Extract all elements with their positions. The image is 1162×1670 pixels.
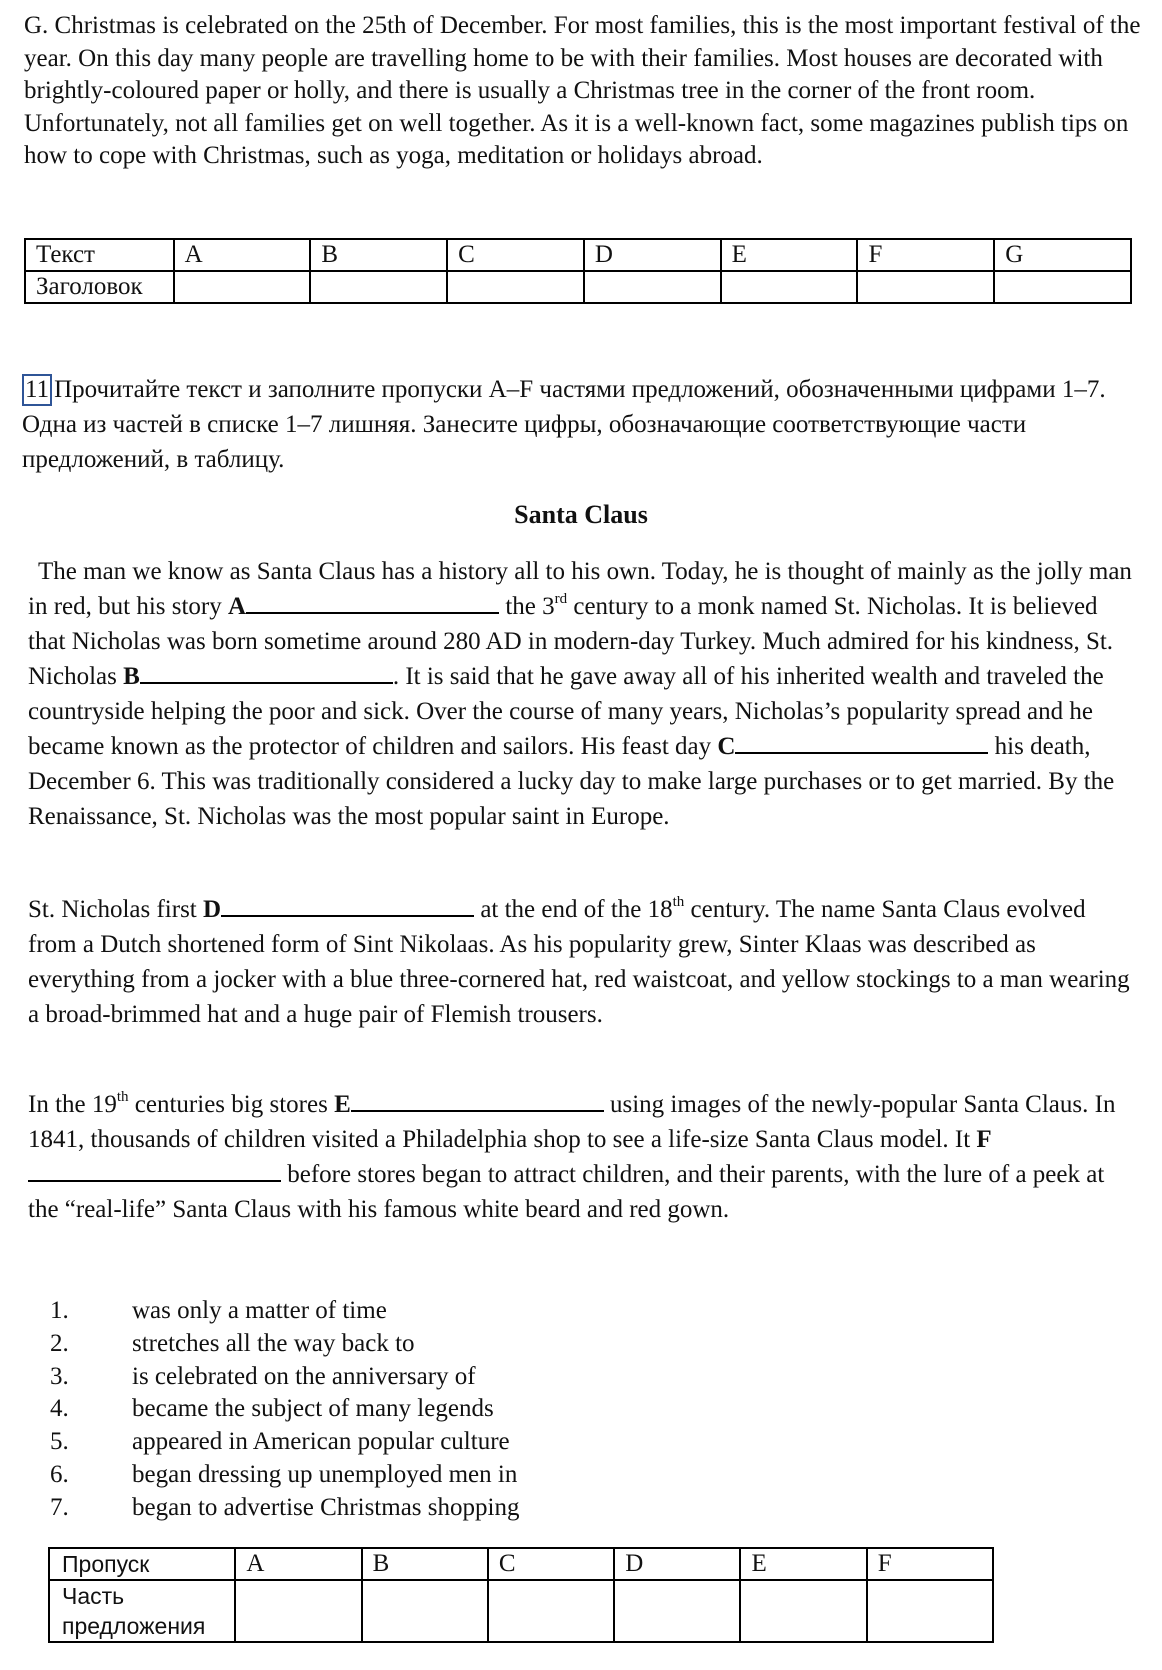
gap-answer-table [48,1547,994,1643]
row-label-heading: Заголовок [25,271,174,303]
text-span: St. Nicholas first [28,896,203,923]
answer-cell[interactable] [614,1580,740,1642]
gap-letter-c: C [717,733,736,760]
table-row [49,1548,993,1580]
list-item-text: became the subject of many legends [132,1395,494,1423]
article-title: Santa Claus [514,500,648,529]
column-header-e: E [740,1548,866,1580]
task-instruction-text: Прочитайте текст и заполните пропуски А–F частями предложений, обозначенными цифрами 1–7. Одна из частей в списке 1–7 лишняя. Занесите цифры, обозначающие соответствующие части предложений, в таблицу. [22,376,1106,473]
list-item-number: 6. [50,1460,69,1488]
superscript: th [116,1088,129,1105]
answer-cell[interactable] [447,271,584,303]
list-item [50,1295,519,1328]
text-span: at the end of the 18 [474,896,673,923]
gap-letter-d: D [203,896,222,923]
column-header-c: C [488,1548,614,1580]
list-item-text: appeared in American popular culture [132,1428,510,1456]
list-item-text: was only a matter of time [132,1297,387,1324]
answer-cell[interactable] [740,1580,866,1642]
text-span: his death, December 6. This was traditionally considered a lucky day to make large purchases or to get married. By the Renaissance, St. Nicholas was the most popular saint in Europe. [28,733,1115,830]
text-span: The man we know as Santa Claus has a history all to his own. Today, he is thought of mainly as the jolly man in red, but his story [28,558,1132,620]
row-label-gap: Пропуск [49,1548,235,1580]
list-item [50,1492,519,1525]
column-header-c: C [447,239,584,271]
list-item-text: began dressing up unemployed men in [132,1460,518,1488]
article-paragraph-3 [28,1087,1140,1227]
table-row [25,271,1131,303]
gap-letter-e: E [334,1091,351,1118]
gap-blank-e [351,1090,604,1112]
paragraph-g: G. Christmas is celebrated on the 25th of December. For most families, this is the most important festival of the year. On this day many people are travelling home to be with their families. Most houses are decorated with brightly-coloured paper or holly, and there is usually a Christmas tree in the corner of the front room. Unfortunately, not all families get on well together. As it is a well-known fact, some magazines publish tips on how to cope with Christmas, such as yoga, meditation or holidays abroad. [24,12,1141,169]
text-span: century. The name Santa Claus evolved from a Dutch shortened form of Sint Nikolaas. As his popularity grew, Sinter Klaas was described as everything from a jocker with a blue three-cornered hat, red waistcoat, and yellow stockings to a man wearing a broad-brimmed hat and a huge pair of Flemish trousers. [28,896,1130,1028]
answer-cell[interactable] [994,271,1131,303]
gap-letter-f: F [976,1126,992,1153]
answer-cell[interactable] [721,271,858,303]
text-span: centuries big stores [128,1091,335,1118]
column-header-b: B [310,239,447,271]
column-header-b: B [362,1548,488,1580]
list-item-number: 3. [50,1362,69,1390]
answer-cell[interactable] [867,1580,993,1642]
answer-cell[interactable] [362,1580,488,1642]
text-span: before stores began to attract children, and their parents, with the lure of a peek at the “real-life” Santa Claus with his famous white beard and red gown. [28,1161,1105,1223]
article-paragraph-2 [28,892,1140,1032]
text-span: In the 19 [28,1091,117,1118]
answer-cell[interactable] [584,271,721,303]
list-item [50,1361,519,1394]
answer-cell[interactable] [857,271,994,303]
gap-blank-d [221,895,474,917]
gap-blank-c [735,732,988,754]
gap-letter-b: B [123,663,140,690]
list-item-number: 5. [50,1428,69,1456]
text-span: . It is said that he gave away all of his inherited wealth and traveled the countryside helping the poor and sick. Over the course of many years, Nicholas’s popularity spread and he became known as the protector of children and sailors. His feast day [28,663,1104,760]
superscript: rd [554,590,568,607]
column-header-g: G [994,239,1131,271]
superscript: th [672,893,685,910]
table-row [49,1580,993,1642]
sentence-parts-list [50,1295,519,1525]
answer-cell[interactable] [235,1580,361,1642]
column-header-d: D [614,1548,740,1580]
row-label-sentence-part: Часть предложения [49,1580,235,1642]
text-span: century to a monk named St. Nicholas. It is believed that Nicholas was born sometime around 280 AD in modern-day Turkey. Much admired for his kindness, St. Nicholas [28,593,1114,690]
list-item [50,1393,519,1426]
table-row [25,239,1131,271]
column-header-f: F [857,239,994,271]
task-11-instruction [22,372,1132,477]
list-item-number: 1. [50,1297,69,1324]
row-label-text: Текст [25,239,174,271]
answer-cell[interactable] [174,271,311,303]
list-item-number: 2. [50,1329,69,1357]
text-span: using images of the newly-popular Santa Claus. In 1841, thousands of children visited a Philadelphia shop to see a life-size Santa Claus model. It [28,1091,1116,1153]
answer-cell[interactable] [310,271,447,303]
text-span: the 3 [499,593,555,620]
list-item [50,1426,519,1459]
list-item-text: began to advertise Christmas shopping [132,1493,520,1521]
list-item-number: 4. [50,1395,69,1423]
column-header-a: A [235,1548,361,1580]
article-paragraph-1 [28,554,1140,834]
task-number-box: 11 [22,374,52,406]
column-header-d: D [584,239,721,271]
column-header-a: A [174,239,311,271]
column-header-f: F [867,1548,993,1580]
list-item-number: 7. [50,1493,69,1521]
list-item [50,1328,519,1361]
answer-cell[interactable] [488,1580,614,1642]
list-item [50,1459,519,1492]
gap-blank-f [28,1160,281,1182]
gap-blank-b [140,662,393,684]
list-item-text: stretches all the way back to [132,1329,415,1357]
column-header-e: E [721,239,858,271]
gap-blank-a [246,592,499,614]
text-heading-answer-table [24,238,1132,304]
gap-letter-a: A [228,593,247,620]
list-item-text: is celebrated on the anniversary of [132,1362,476,1390]
